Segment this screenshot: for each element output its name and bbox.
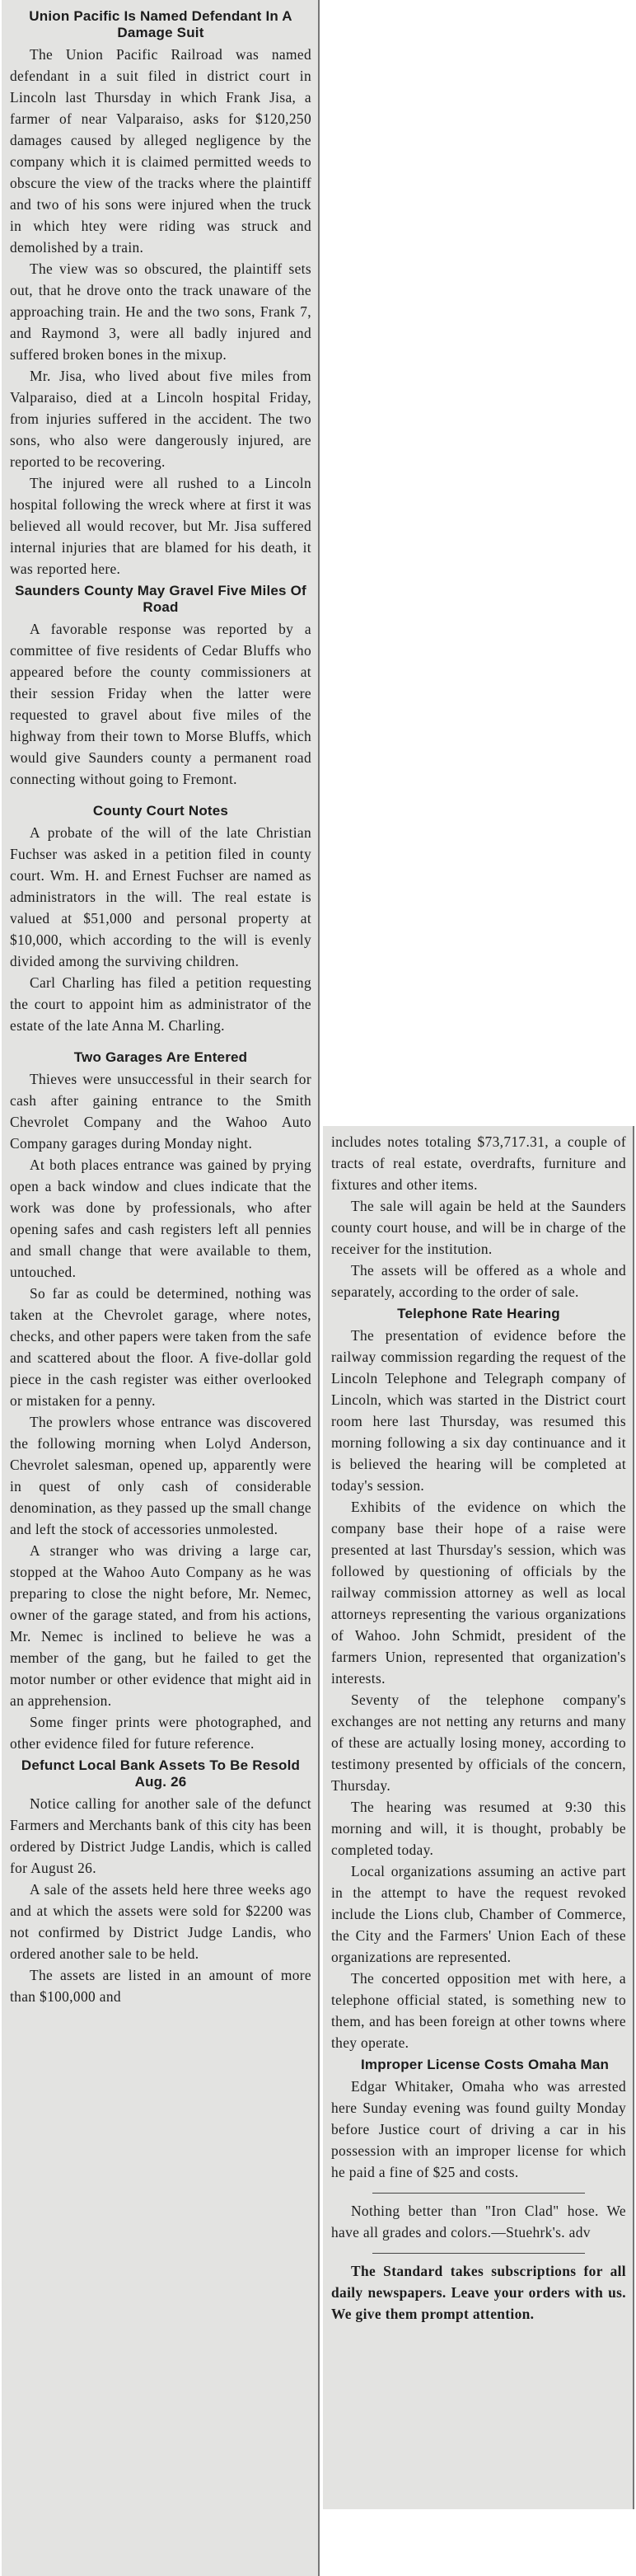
paragraph: The Union Pacific Railroad was named defendant in a suit filed in district court in Lincoln last Thursday in which Frank Jisa, a farmer of near Valparaiso, asks for $120,250 damages caused by alleged negligence by the company which it is claimed permitted weeds to obscure the view of the tracks where the plaintiff and two of his sons were injured when the truck in which htey were riding was struck and demolished by a train. — [10, 46, 311, 256]
paragraph: A stranger who was driving a large car, stopped at the Wahoo Auto Company as he was preparing to close the night before, Mr. Nemec, owner of the garage stated, and from his actions, Mr. Nemec is inclined to believe he was a member of the gang, but he failed to get the motor number or other evidence that might aid in an apprehension. — [10, 1542, 311, 1709]
paragraph: Seventy of the telephone company's exchanges are not netting any returns and many of these are actually losing money, according to testimony presented by officials of the concern, Thursday. — [331, 1692, 626, 1794]
paragraph: The concerted opposition met with here, a telephone official stated, is something new to them, and has been foreign at other towns where they operate. — [331, 1970, 626, 2051]
article-two-garages — [10, 1049, 311, 1754]
article-defunct-bank-continued — [331, 1131, 626, 1302]
paragraph: The sale will again be held at the Saunders county court house, and will be in charge of the receiver for the institution. — [331, 1198, 626, 1257]
paragraph: Mr. Jisa, who lived about five miles from Valparaiso, died at a Lincoln hospital Friday, from injuries suffered in the accident. The two sons, who also were dangerously injured, are reported to be recovering. — [10, 368, 311, 470]
article-improper-license — [331, 2057, 626, 2183]
paragraph: Edgar Whitaker, Omaha who was arrested here Sunday evening was found guilty Monday before Justice court of driving a car in his possession with an improper license for which he paid a fine of $25 and costs. — [331, 2078, 626, 2180]
paragraph: The prowlers whose entrance was discovered the following morning when Lolyd Anderson, Chevrolet salesman, opened up, apparently were in quest of only cash of considerable denomination, as they passed up the small change and left the stock of accessories unmolested. — [10, 1414, 311, 1537]
paragraph: The injured were all rushed to a Lincoln hospital following the wreck where at first it was believed all would recover, but Mr. Jisa suffered internal injuries that are blamed for his death, it was reported here. — [10, 475, 311, 577]
paragraph: The hearing was resumed at 9:30 this morning and will, it is thought, probably be completed today. — [331, 1799, 626, 1858]
article-telephone-rate — [331, 1306, 626, 2053]
headline: Saunders County May Gravel Five Miles Of Road — [15, 583, 306, 615]
paragraph: The view was so obscured, the plaintiff sets out, that he drove onto the track unaware of the approaching train. He and the two sons, Frank 7, and Raymond 3, were all badly injured and suffered broken bones in the mixup. — [10, 260, 311, 363]
paragraph: Thieves were unsuccessful in their search for cash after gaining entrance to the Smith Chevrolet Company and the Wahoo Auto Company garages during Monday night. — [10, 1071, 311, 1152]
paragraph: includes notes totaling $73,717.31, a couple of tracts of real estate, overdrafts, furniture and fixtures and other items. — [331, 1133, 626, 1193]
paragraph: Carl Charling has filed a petition requesting the court to appoint him as administrator of the estate of the late Anna M. Charling. — [10, 974, 311, 1034]
divider — [372, 2193, 585, 2194]
left-column — [2, 0, 320, 2576]
paragraph: A probate of the will of the late Christian Fuchser was asked in a petition filed in county court. Wm. H. and Ernest Fuchser are named as administrators in the will. The real estate is valued at $51,000 and personal property at $10,000, which according to the will is evenly divided among the surviving children. — [10, 824, 311, 969]
paragraph: A sale of the assets held here three weeks ago and at which the assets were sold for $2200 was not confirmed by District Judge Landis, who ordered another sale to be held. — [10, 1881, 311, 1962]
paragraph: The assets are listed in an amount of more than $100,000 and — [10, 1967, 311, 2005]
paragraph: The presentation of evidence before the railway commission regarding the request of the Lincoln Telephone and Telegraph company of Lincoln, which was started in the District court room here last Thursday, was resumed this morning following a six day continuance and it is believed the hearing will be completed at today's session. — [331, 1327, 626, 1494]
paragraph: Local organizations assuming an active part in the attempt to have the request revoked include the Lions club, Chamber of Commerce, the City and the Farmers' Union Each of these organizations are represented. — [331, 1863, 626, 1965]
paragraph: Notice calling for another sale of the defunct Farmers and Merchants bank of this city has been ordered by District Judge Landis, which is called for August 26. — [10, 1795, 311, 1876]
right-column — [323, 1126, 634, 2509]
headline: Union Pacific Is Named Defendant In A Damage Suit — [29, 8, 292, 40]
paragraph: Some finger prints were photographed, and other evidence filed for future reference. — [10, 1714, 311, 1752]
headline: Telephone Rate Hearing — [397, 1306, 560, 1321]
article-defunct-bank — [10, 1757, 311, 2007]
paragraph: Exhibits of the evidence on which the company base their hope of a raise were presented at last Thursday's session, which was followed by questioning of officials by the railway commission attorney as well as local attorneys representing the various organizations of Wahoo. John Schmidt, president of the farmers Union, represented that organization's interests. — [331, 1499, 626, 1687]
paragraph: A favorable response was reported by a committee of five residents of Cedar Bluffs who appeared before the county commissioners at their session Friday when the latter were requested to gravel about five miles of the highway from their town to Morse Bluffs, which would give Saunders county a permanent road connecting without going to Fremont. — [10, 621, 311, 787]
article-county-court — [10, 803, 311, 1036]
article-union-pacific — [10, 8, 311, 579]
headline: County Court Notes — [92, 803, 229, 819]
ad-iron-clad-hose: Nothing better than "Iron Clad" hose. We have all grades and colors.—Stuehrk's. adv — [331, 2203, 626, 2241]
headline: Defunct Local Bank Assets To Be Resold Aug. 26 — [21, 1757, 301, 1790]
headline: Improper License Costs Omaha Man — [361, 2057, 610, 2072]
divider — [372, 2253, 585, 2254]
ad-standard-subscriptions: The Standard takes subscriptions for all daily newspapers. Leave your orders with us. We give them prompt attention. — [331, 2263, 626, 2322]
paragraph: At both places entrance was gained by prying open a back window and clues indicate that the work was done by professionals, who after opening safes and cash registers left all pennies and small change that were available to them, untouched. — [10, 1157, 311, 1280]
paragraph: The assets will be offered as a whole and separately, according to the order of sale. — [331, 1262, 626, 1300]
paragraph: So far as could be determined, nothing was taken at the Chevrolet garage, where notes, checks, and other papers were taken from the safe and scattered about the floor. A five-dollar gold piece in the cash register was either overlooked or mistaken for a penny. — [10, 1285, 311, 1409]
article-saunders-gravel — [10, 583, 311, 790]
headline: Two Garages Are Entered — [73, 1049, 248, 1065]
